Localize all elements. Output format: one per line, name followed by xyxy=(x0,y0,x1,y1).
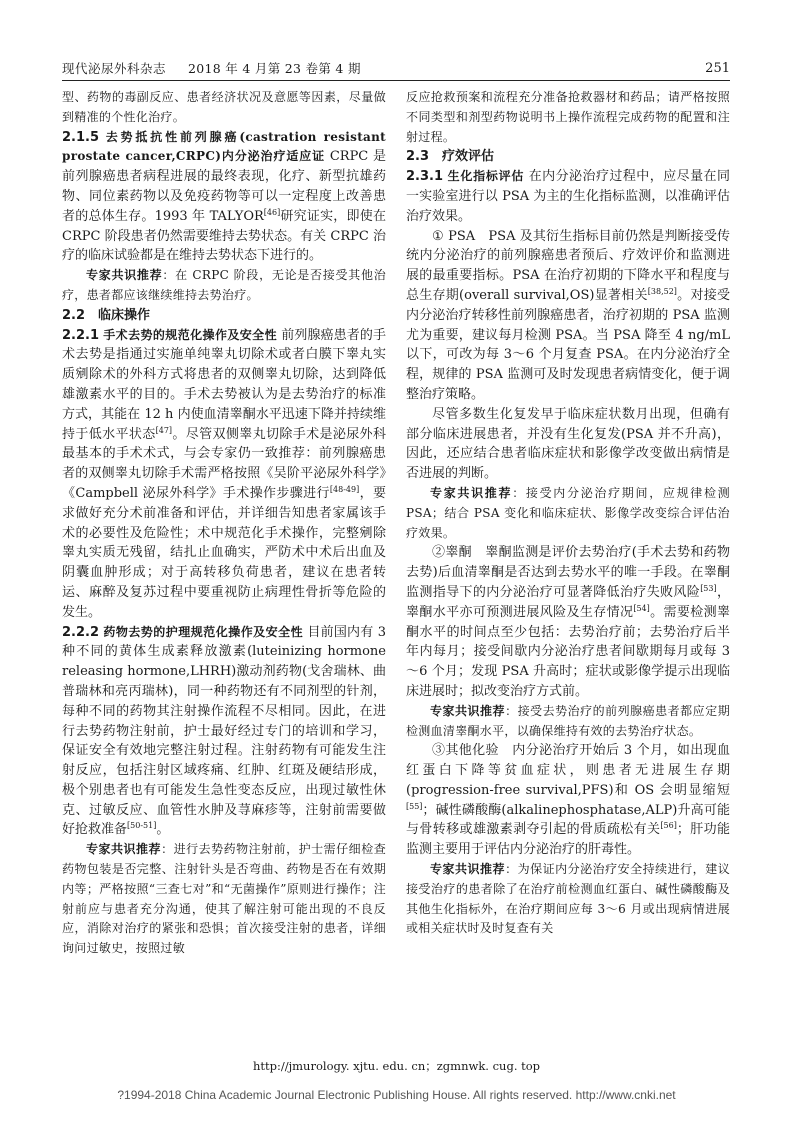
other-tests-text: ；碱性磷酸酶(alkalinephosphatase,ALP)升高可能与骨转移或雄激素剥夺引起的骨质疏松有关 xyxy=(406,802,730,838)
citation: [53] xyxy=(700,583,717,593)
consensus-text: ：为保证内分泌治疗安全持续进行，建议接受治疗的患者除了在治疗前检测血红蛋白、碱性磷酸酶及其他生化指标外，在治疗期间应每 3～6 月或出现病情进展或相关症状时及时复查有关 xyxy=(406,862,730,936)
section-title: 手术去势的规范化操作及安全性 xyxy=(103,327,277,342)
section-title: 药物去势的护理规范化操作及安全性 xyxy=(103,624,304,639)
running-header xyxy=(62,58,730,78)
expert-consensus xyxy=(406,484,730,543)
section-title: 去势抵抗性前列腺癌(castration resistant prostate cancer,CRPC)内分泌治疗适应证 xyxy=(62,129,386,164)
right-column xyxy=(406,88,730,1084)
citation: [48-49] xyxy=(329,484,360,494)
expert-consensus xyxy=(62,840,386,959)
testosterone-text: 。需要检测睾酮水平的时间点至少包括：去势治疗前；去势治疗后半年内每月；接受间歇内分泌治疗患者间歇期每月或每 3～6 个月；发现 PSA 升高时；症状或影像学提示出现临床进展时；拟改变治疗方式前。 xyxy=(406,604,730,699)
citation: [54] xyxy=(633,603,650,613)
section-2-1-5 xyxy=(62,128,386,267)
citation: [46] xyxy=(263,207,281,217)
testosterone-paragraph xyxy=(406,543,730,701)
section-2-2-heading: 2.2 临床操作 xyxy=(62,307,151,323)
consensus-label: 专家共识推荐 xyxy=(430,703,506,718)
section-2-3-1 xyxy=(406,167,730,226)
issue-info: 2018 年 4 月第 23 卷第 4 期 xyxy=(188,61,361,76)
consensus-text: ：在 CRPC 阶段，无论是否接受其他治疗，患者都应该继续维持去势治疗。 xyxy=(62,268,386,302)
section-2-2-1 xyxy=(62,326,386,623)
consensus-text: ：进行去势药物注射前，护士需仔细检查药物包装是否完整、注射针头是否弯曲、药物是否在有效期内等；严格按照“三查七对”和“无菌操作”原则进行操作；注射前应与患者充分沟通，使其了解注射可能出现的不良反应，消除对治疗的紧张和恐惧；首次接受注射的患者，详细询问过敏史，按照过敏 xyxy=(62,842,386,956)
psa-paragraph-2: 尽管多数生化复发早于临床症状数月出现，但确有部分临床进展患者，并没有生化复发(PSA 并不升高)，因此，还应结合患者临床症状和影像学改变做出病情是否进展的判断。 xyxy=(406,406,730,482)
section-number: 2.2.1 xyxy=(62,327,100,343)
consensus-label: 专家共识推荐 xyxy=(86,268,163,283)
paragraph-continuation: 型、药物的毒副反应、患者经济状况及意愿等因素，尽量做到精准的个性化治疗。 xyxy=(62,90,386,124)
section-number: 2.2.2 xyxy=(62,624,100,640)
footer-url: http://jmurology. xjtu. edu. cn；zgmnwk. cug. top xyxy=(252,1059,541,1073)
section-body: 前列腺癌患者的手术去势是指通过实施单纯睾丸切除术或者白膜下睾丸实质剜除术的外科方式将患者的双侧睾丸切除，达到降低雄激素水平的目的。手术去势被认为是去势治疗的标准方式，其能在 12 h 内使血清睾酮水平迅速下降并持续维持于低水平状态 xyxy=(62,327,386,442)
citation: [38,52] xyxy=(647,286,677,296)
left-column xyxy=(62,88,386,1084)
header-rule xyxy=(62,80,730,81)
psa-text: ① PSA PSA 及其衍生指标目前仍然是判断接受传统内分泌治疗的前列腺癌患者预后、疗效评价和监测进展的最重要指标。PSA 在治疗初期的下降水平和程度与总生存期(overall survival,OS)显著相关 xyxy=(406,228,730,303)
consensus-text: ：接受内分泌治疗期间，应规律检测 PSA；结合 PSA 变化和临床症状、影像学改变综合评估治疗效果。 xyxy=(406,485,730,540)
citation: [56] xyxy=(660,821,677,831)
psa-text: 。对接受内分泌治疗转移性前列腺癌患者，治疗初期的 PSA 监测尤为重要，建议每月检测 PSA。当 PSA 降至 4 ng/mL 以下，可改为每 3～6 个月复查 PSA。在内分泌治疗全程，规律的 PSA 监测可及时发现患者病情变化，便于调整治疗策略。 xyxy=(406,287,730,402)
psa-paragraph xyxy=(406,227,730,405)
section-2-2-2 xyxy=(62,623,386,841)
journal-name: 现代泌尿外科杂志 xyxy=(62,61,167,76)
consensus-label: 专家共识推荐 xyxy=(86,842,162,857)
consensus-continuation: 反应抢救预案和流程充分准备抢救器材和药品；请严格按照不同类型和剂型药物说明书上操作流程完成药物的配置和注射过程。 xyxy=(406,90,730,144)
page-number: 251 xyxy=(705,60,730,76)
section-2-3-heading: 2.3 疗效评估 xyxy=(406,149,495,165)
section-body: 目前国内有 3 种不同的黄体生成素释放激素(luteinizing hormone releasing hormone,LHRH)激动剂药物(戈舍瑞林、曲普瑞林和亮丙瑞林)，同一种药物还有不同剂型的针剂，每种不同的药物其注射操作流程不尽相同。因此，在进行去势药物注射前，护士最好经过专门的培训和学习，保证安全有效地完整注射过程。注射药物有可能发生注射反应，包括注射区域疼痛、红肿、红斑及硬结形成，极个别患者也有可能发生急性变态反应，出现过敏性休克、过敏反应、血管性水肿及荨麻疹等，注射前需要做好抢救准备 xyxy=(62,624,386,838)
citation: [50-51] xyxy=(127,821,157,831)
expert-consensus xyxy=(406,860,730,939)
section-number: 2.1.5 xyxy=(62,129,100,145)
testosterone-text: ，睾酮水平亦可预测进展风险及生存情况 xyxy=(406,584,730,620)
consensus-text: ：接受去势治疗的前列腺癌患者都应定期检测血清睾酮水平，以确保维持有效的去势治疗状态。 xyxy=(406,703,730,738)
citation: [55] xyxy=(406,801,423,811)
other-tests-text: ；肝功能监测主要用于评估内分泌治疗的肝毒性。 xyxy=(406,822,730,858)
expert-consensus xyxy=(62,266,386,306)
testosterone-text: ②睾酮 睾酮监测是评价去势治疗(手术去势和药物去势)后血清睾酮是否达到去势水平的唯一手段。在睾酮监测指导下的内分泌治疗可显著降低治疗失败风险 xyxy=(406,545,730,600)
footer-copyright: ?1994-2018 China Academic Journal Electronic Publishing House. All rights reserved. http://www.cnki.net xyxy=(117,1088,676,1102)
consensus-label: 专家共识推荐 xyxy=(430,862,506,877)
section-body: 。尽管双侧睾丸切除手术是泌尿外科最基本的手术术式，与会专家仍一致推荐：前列腺癌患者的双侧睾丸切除手术需严格按照《吴阶平泌尿外科学》《Campbell 泌尿外科学》手术操作步骤进行 xyxy=(62,426,386,501)
other-tests-text: ③其他化验 内分泌治疗开始后 3 个月，如出现血红蛋白下降等贫血症状，则患者无进展生存期(progression-free survival,PFS)和 OS 会明显缩短 xyxy=(406,743,730,798)
citation: [47] xyxy=(155,425,173,435)
section-body: 。 xyxy=(156,822,170,838)
section-body: 研究证实，即使在 CRPC 阶段患者仍然需要维持去势状态。有关 CRPC 治疗的临床试验都是在维持去势状态下进行的。 xyxy=(62,208,386,264)
section-body: ，要求做好充分术前准备和评估，并详细告知患者家属该手术的必要性及危险性；术中规范化手术操作，完整剜除睾丸实质无残留，结扎止血确实，严防术中术后出血及阴囊血肿形成；对于高转移负荷患者，建议在患者转运、麻醉及复苏过程中要重视防止病理性骨折等危险的发生。 xyxy=(62,485,386,620)
consensus-label: 专家共识推荐 xyxy=(430,485,513,500)
section-body: CRPC 是前列腺癌患者病程进展的最终表现，化疗、新型抗雄药物、同位素药物以及免疫药物等可以一定程度上改善患者的总体生存。1993 年 TALYOR xyxy=(62,149,386,224)
section-title: 生化指标评估 xyxy=(447,169,525,184)
section-body: 在内分泌治疗过程中，应尽量在同一实验室进行以 PSA 为主的生化指标监测，以准确评估治疗效果。 xyxy=(406,169,730,224)
section-number: 2.3.1 xyxy=(406,169,444,185)
expert-consensus xyxy=(406,702,730,742)
other-tests-paragraph xyxy=(406,741,730,860)
